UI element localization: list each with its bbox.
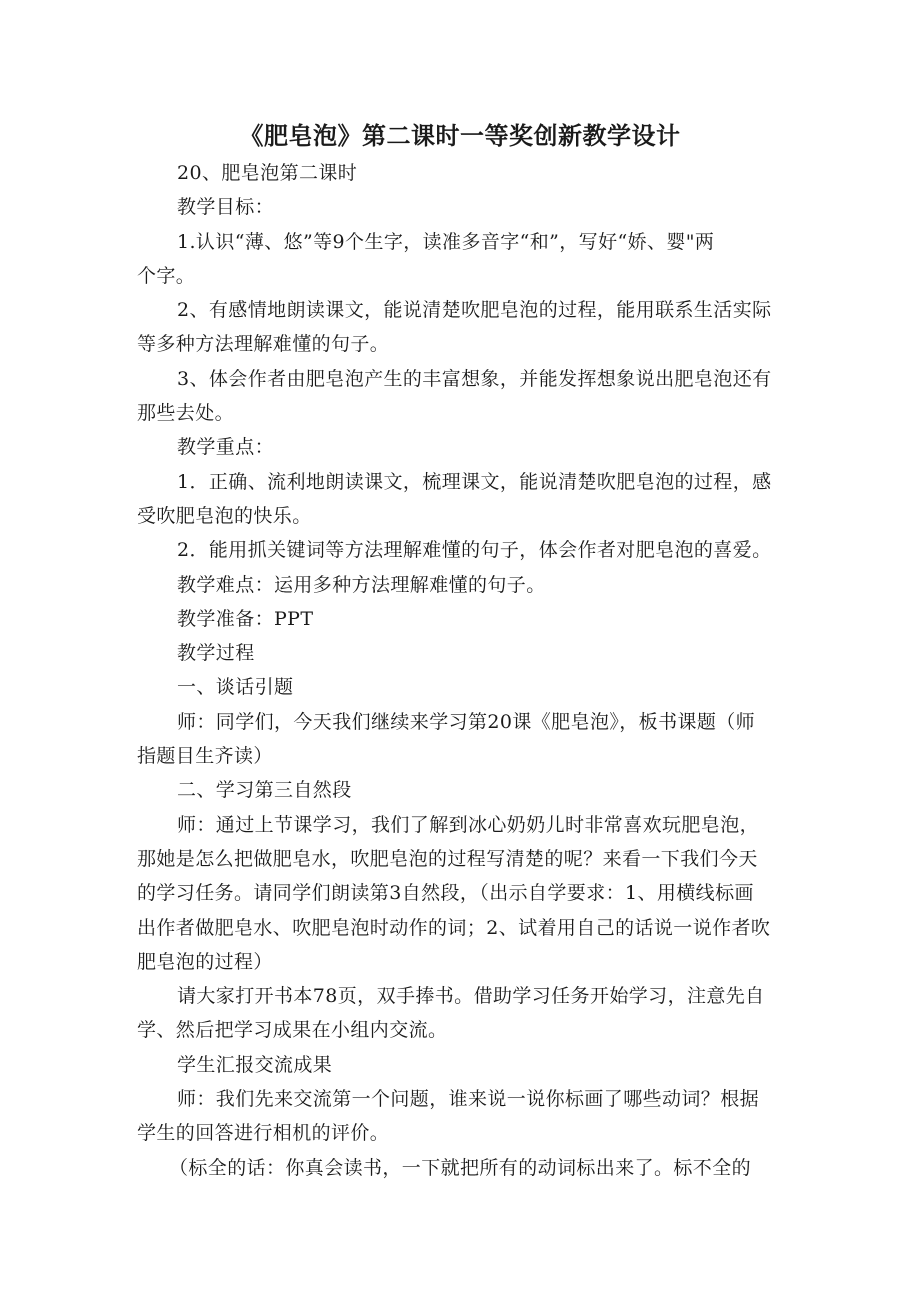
text-line: （标全的话：你真会读书，一下就把所有的动词标出来了。标不全的 [169,1156,752,1179]
text-line: 肥皂泡的过程） [137,950,273,973]
text-line: 2．能用抓关键词等方法理解难懂的句子，体会作者对肥皂泡的喜爱。 [177,539,772,562]
text-line: 师：我们先来交流第一个问题，谁来说一说你标画了哪些动词？根据 [177,1088,760,1111]
document-title: 《肥皂泡》第二课时一等奖创新教学设计 [239,122,681,150]
document-body [137,156,793,1185]
text-line: 受吹肥皂泡的快乐。 [137,504,312,527]
text-line: 那些去处。 [137,402,235,425]
text-line: 指题目生齐读） [137,745,273,768]
text-line: 3、体会作者由肥皂泡产生的丰富想象，并能发挥想象说出肥皂泡还有 [177,367,772,390]
text-line: 的学习任务。请同学们朗读第3自然段，（出示自学要求：1、用横线标画 [137,882,754,905]
text-line: 20、肥皂泡第二课时 [177,162,358,184]
text-line: 出作者做肥皂水、吹肥皂泡时动作的词；2、试着用自己的话说一说作者吹 [137,916,771,939]
text-line: 师：通过上节课学习，我们了解到冰心奶奶儿时非常喜欢玩肥皂泡， [177,813,760,836]
text-line: 教学准备：PPT [177,607,314,630]
text-line: 二、学习第三自然段 [177,779,352,802]
text-line: 那她是怎么把做肥皂水，吹肥皂泡的过程写清楚的呢？来看一下我们今天 [137,847,758,870]
text-line: 一、谈话引题 [177,676,294,699]
text-line: 1．正确、流利地朗读课文，梳理课文，能说清楚吹肥皂泡的过程，感 [177,470,772,493]
text-line: 请大家打开书本78页，双手捧书。借助学习任务开始学习，注意先自 [177,985,765,1008]
text-line: 个字。 [137,264,196,287]
text-line: 师：同学们，今天我们继续来学习第20课《肥皂泡》，板书课题（师 [177,710,756,733]
text-line: 教学目标： [177,196,275,219]
text-line: 教学难点：运用多种方法理解难懂的句子。 [177,573,546,596]
text-line: 等多种方法理解难懂的句子。 [137,333,390,356]
text-line: 学生汇报交流成果 [177,1053,333,1076]
text-line: 2、有感情地朗读课文，能说清楚吹肥皂泡的过程，能用联系生活实际 [177,299,772,322]
text-line: 教学过程 [177,642,255,665]
text-line: 教学重点： [177,436,275,459]
text-line: 学生的回答进行相机的评价。 [137,1122,390,1145]
text-line: 学、然后把学习成果在小组内交流。 [137,1019,448,1042]
text-line: 1.认识“薄、悠”等9个生字，读准多音字“和”，写好“娇、婴"两 [177,230,715,253]
